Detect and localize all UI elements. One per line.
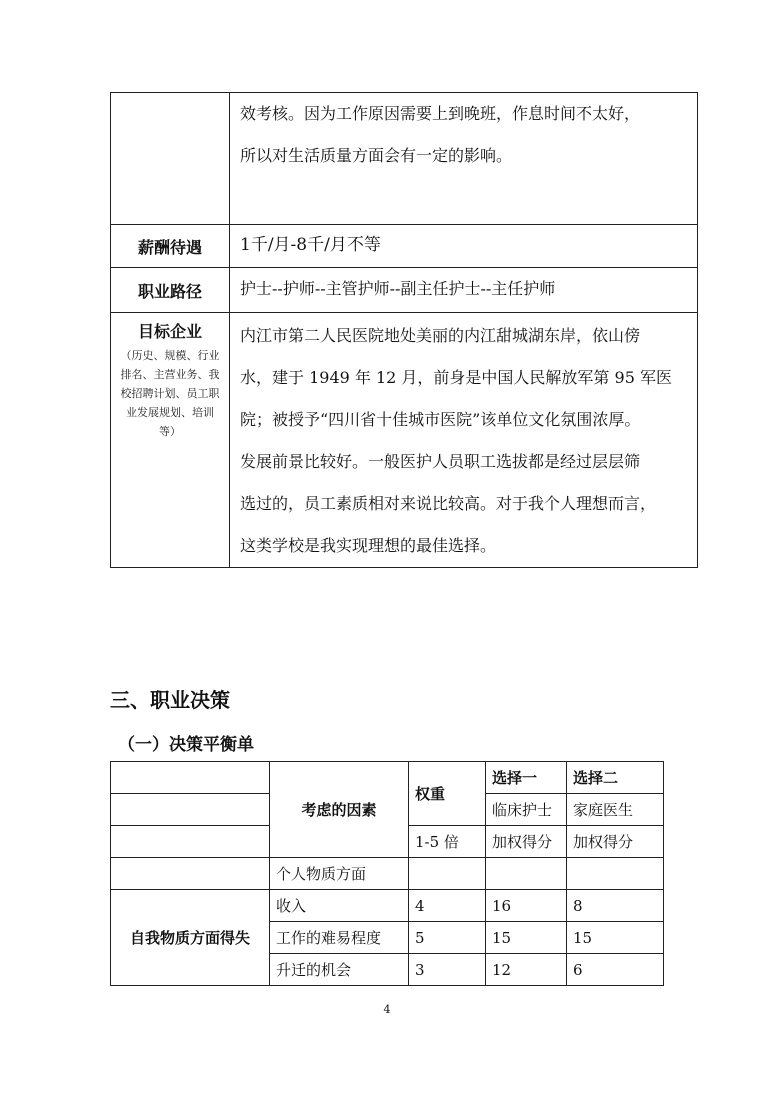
choice1-score: 12 [486,954,567,986]
table-row [111,313,698,568]
weight-cell: 3 [409,954,486,986]
text-line: 所以对生活质量方面会有一定的影响。 [240,146,513,165]
factor-header: 考虑的因素 [270,762,409,858]
choice2-header: 选择二 [567,762,664,794]
empty-cell [111,794,270,826]
empty-cell [409,858,486,890]
text-line: 效考核。因为工作原因需要上到晚班，作息时间不太好， [240,104,641,123]
text-line: 水，建于 1949 年 12 月，前身是中国人民解放军第 95 军医 [240,368,672,387]
choice1-name: 临床护士 [486,794,567,826]
career-path-label: 职业路径 [111,268,230,313]
choice2-name: 家庭医生 [567,794,664,826]
factor-cell: 工作的难易程度 [270,922,409,954]
subsection-title: （一）决策平衡单 [118,735,254,755]
weight-cell: 4 [409,890,486,922]
empty-cell [111,826,270,858]
empty-cell [567,858,664,890]
category-label: 个人物质方面 [270,858,409,890]
text-line: 发展前景比较好。一般医护人员职工选拔都是经过层层筛 [240,452,641,471]
table-row [111,268,698,313]
career-path-value: 护士--护师--主管护师--副主任护士--主任护师 [230,268,698,313]
choice2-score: 8 [567,890,664,922]
weight-header: 权重 [409,762,486,826]
text-line: 内江市第二人民医院地处美丽的内江甜城湖东岸，依山傍 [240,326,641,345]
choice1-score: 16 [486,890,567,922]
table-row [111,762,664,794]
table-row [111,93,698,225]
decision-balance-table [110,761,664,986]
factor-cell: 升迁的机会 [270,954,409,986]
salary-value: 1千/月-8千/月不等 [230,225,698,268]
table-row [111,858,664,890]
page-number: 4 [383,1003,391,1016]
text-line: 选过的，员工素质相对来说比较高。对于我个人理想而言， [240,494,657,513]
text-line: 这类学校是我实现理想的最佳选择。 [240,536,497,555]
choice2-score: 6 [567,954,664,986]
work-condition-cell [230,93,698,225]
choice1-header: 选择一 [486,762,567,794]
target-company-desc [230,313,698,568]
target-company-label-cell [111,313,230,568]
choice2-score: 15 [567,922,664,954]
score-label: 加权得分 [486,826,567,858]
empty-cell [111,762,270,794]
section-title: 三、职业决策 [110,688,230,712]
career-profile-table [110,92,698,568]
group-label: 自我物质方面得失 [111,890,270,986]
choice1-score: 15 [486,922,567,954]
table-row [111,890,664,922]
empty-cell [486,858,567,890]
weight-range: 1-5 倍 [409,826,486,858]
score-label: 加权得分 [567,826,664,858]
target-company-sublabel: （历史、规模、行业排名、主营业务、我校招聘计划、员工职业发展规划、培训等） [120,349,220,438]
salary-label: 薪酬待遇 [111,225,230,268]
weight-cell: 5 [409,922,486,954]
text-line: 院；被授予“四川省十佳城市医院”该单位文化氛围浓厚。 [240,410,641,429]
empty-cell [111,858,270,890]
target-company-label: 目标企业 [137,322,202,341]
factor-cell: 收入 [270,890,409,922]
empty-label-cell [111,93,230,225]
table-row [111,225,698,268]
